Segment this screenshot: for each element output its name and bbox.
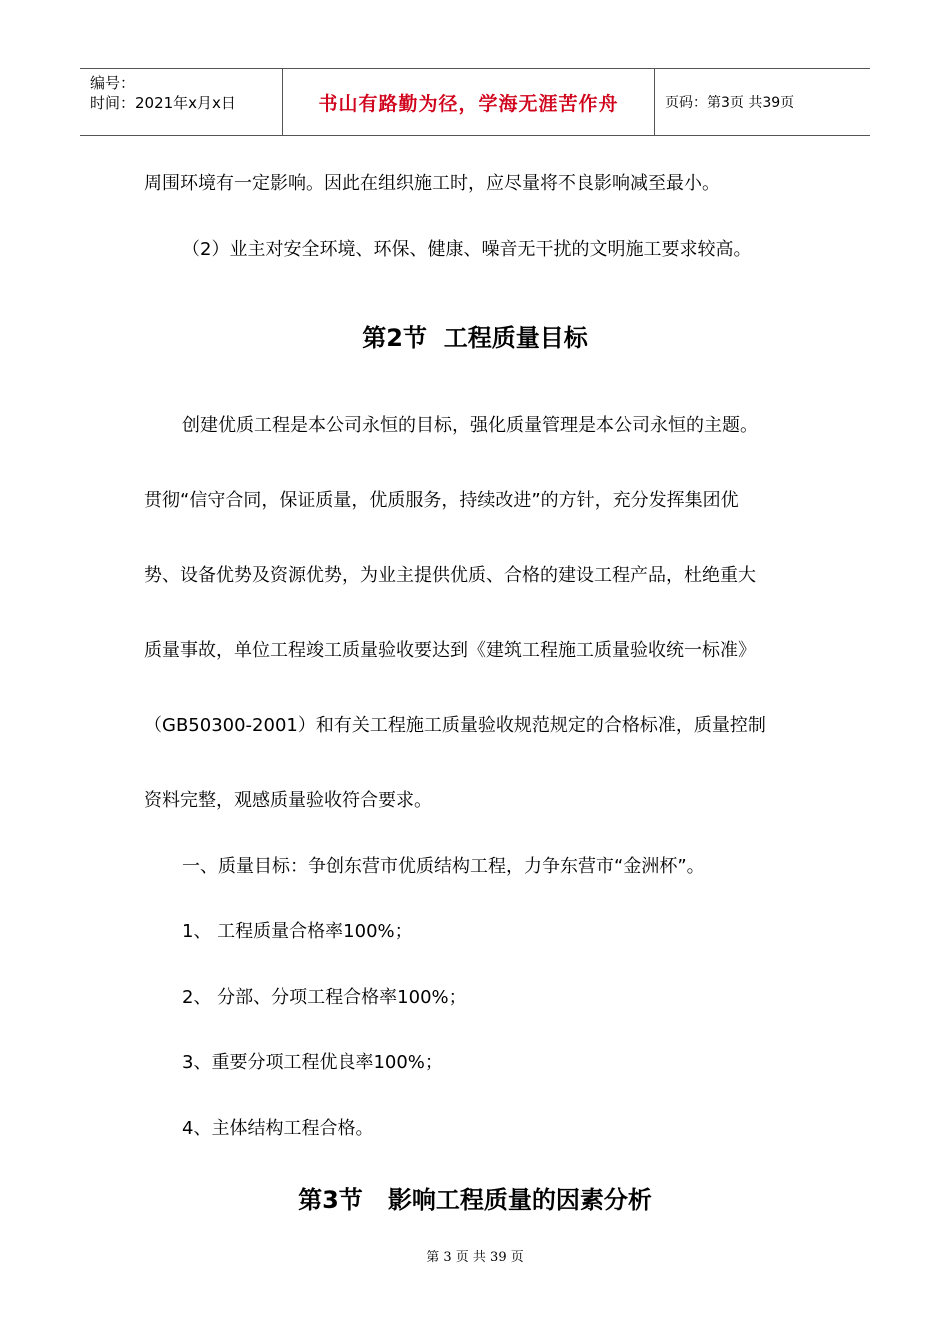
paragraph-line: 周围环境有一定影响。因此在组织施工时，应尽量将不良影响减至最小。	[144, 173, 720, 194]
paragraph-line: 资料完整，观感质量验收符合要求。	[144, 790, 432, 811]
page-info: 页码：第3页 共39页	[665, 95, 795, 111]
date-label: 时间：2021年x月x日	[90, 94, 236, 112]
number-label: 编号：	[90, 74, 136, 92]
paragraph-line: 质量事故，单位工程竣工质量验收要达到《建筑工程施工质量验收统一标准》	[144, 640, 756, 661]
section-heading: 第2节 工程质量目标	[362, 324, 588, 352]
motto: 书山有路勤为径，学海无涯苦作舟	[282, 69, 655, 135]
goal-line: 一、质量目标：争创东营市优质结构工程，力争东营市“金洲杯”。	[182, 856, 705, 877]
section-heading: 第3节 影响工程质量的因素分析	[298, 1186, 652, 1214]
paragraph-line: 势、设备优势及资源优势，为业主提供优质、合格的建设工程产品，杜绝重大	[144, 565, 756, 586]
paragraph-line: （GB50300-2001）和有关工程施工质量验收规范规定的合格标准，质量控制	[144, 715, 766, 736]
list-item: 4、主体结构工程合格。	[182, 1118, 374, 1139]
list-item: 1、 工程质量合格率100%；	[182, 921, 413, 942]
header-meta	[80, 69, 282, 135]
paragraph-line: 创建优质工程是本公司永恒的目标，强化质量管理是本公司永恒的主题。	[182, 415, 758, 436]
paragraph-line: 贯彻“信守合同，保证质量，优质服务，持续改进”的方针，充分发挥集团优	[144, 490, 739, 511]
page-footer: 第 3 页 共 39 页	[426, 1250, 524, 1265]
list-item: 2、 分部、分项工程合格率100%；	[182, 987, 467, 1008]
paragraph-line: （2）业主对安全环境、环保、健康、噪音无干扰的文明施工要求较高。	[182, 239, 752, 260]
page-header	[80, 68, 870, 136]
list-item: 3、重要分项工程优良率100%；	[182, 1052, 443, 1073]
